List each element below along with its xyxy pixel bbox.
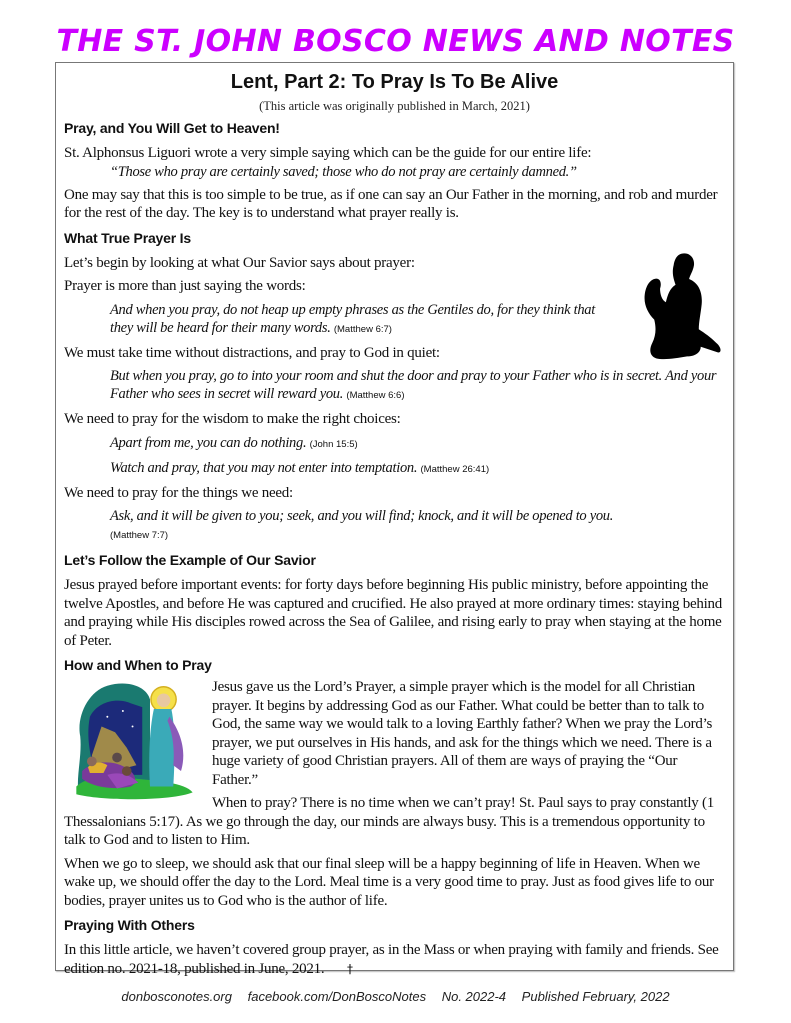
cross-end-mark-icon: † [346,961,354,976]
quote-text: Ask, and it will be given to you; seek, and you will find; knock, and it will be opened to you. [110,508,614,524]
scripture-quote [64,301,725,339]
paragraph-text: In this little article, we haven’t covered group prayer, as in the Mass or when praying with family and friends. See edition no. 2021-18, published in June, 2021. [64,942,719,977]
paragraph: We need to pray for the wisdom to make the right choices: [64,411,401,427]
paragraph: Let’s begin by looking at what Our Savior says about prayer: [64,254,415,271]
citation: (Matthew 7:7) [110,530,169,541]
jesus-in-garden-illustration-icon [68,678,200,804]
citation: (Matthew 6:6) [346,390,405,401]
footer-website-link[interactable]: donbosconotes.org [121,989,232,1004]
scripture-quote [64,507,725,545]
paragraph: We must take time without distractions, and pray to God in quiet: [64,344,440,361]
article-box [55,62,734,977]
footer-facebook-link[interactable]: facebook.com/DonBoscoNotes [247,989,427,1004]
paragraph: Jesus prayed before important events: for forty days before beginning His public ministry, before appointing the twelve Apostles, and before He was captured and crucified. He also prayed at more ordinary times: staying behind and praying while His disciples rowed across the Sea of Galilee, and rising early to pray when staying at the home of Peter. [64,577,723,649]
kneeling-person-silhouette-icon [631,249,723,367]
footer-issue-number: No. 2022-4 [441,989,507,1004]
citation: (John 15:5) [309,438,358,450]
paragraph: St. Alphonsus Liguori wrote a very simple saying which can be the guide for our entire life: [64,145,592,161]
quote: “Those who pray are certainly saved; those who do not pray are certainly damned.” [110,163,577,180]
quote-text: Apart from me, you can do nothing. [110,434,307,451]
footer [0,988,791,1006]
section-heading: What True Prayer Is [64,229,191,246]
footer-published-date: Published February, 2022 [521,989,670,1004]
paragraph: We need to pray for the things we need: [64,484,293,501]
scripture-quote [64,434,725,454]
section-heading: Praying With Others [64,917,195,933]
paragraph: When we go to sleep, we should ask that our final sleep will be a happy beginning of life in Heaven. When we wake up, we should offer the day to the Lord. Meal time is a very good time to pray. Just as food gives life to our bodies, prayer unites us to God who is the author of life. [64,855,714,909]
scripture-quote [64,367,725,405]
quote-text: But when you pray, go to into your room and shut the door and pray to your Father who is in secret. And your Father who sees in secret will reward you. [110,368,717,402]
paragraph [64,941,725,978]
quote-text: And when you pray, do not heap up empty phrases as the Gentiles do, for they think that they will be heard for their many words. [110,301,595,336]
citation: (Matthew 6:7) [333,323,392,335]
paragraph: Prayer is more than just saying the words: [64,278,306,294]
article-subtitle: (This article was originally published in March, 2021) [259,99,530,113]
section-heading: How and When to Pray [64,657,212,673]
quote-text: Watch and pray, that you may not enter into temptation. [110,459,418,476]
citation: (Matthew 26:41) [420,463,490,475]
article-content [64,118,725,978]
paragraph: When to pray? There is no time when we can’t pray! St. Paul says to pray constantly (1 Thessalonians 5:17). As we go through the day, our minds are always busy. This is a tremendous opportunity to talk to God and to listen to Him. [64,795,714,848]
paragraph: Jesus gave us the Lord’s Prayer, a simple prayer which is the model for all Christian prayer. It begins by addressing God as our Father. What could be better than to talk to God, the same way we would talk to a loving Earthly father? When we pray the Lord’s prayer, we put ourselves in His hands, and ask for the things which we need. There is a huge variety of good Christian prayers. All of them are ways of praying the “Our Father.” [212,679,713,788]
article-title: Lent, Part 2: To Pray Is To Be Alive [230,71,559,93]
paragraph: One may say that this is too simple to be true, as if one can say an Our Father in the morning, and rob and murder for the rest of the day. The key is to understand what prayer really is. [64,186,718,221]
section-heading: Pray, and You Will Get to Heaven! [64,120,280,136]
masthead-title: THE ST. JOHN BOSCO NEWS AND NOTES [56,24,735,59]
scripture-quote [64,459,725,479]
section-heading: Let’s Follow the Example of Our Savior [64,552,316,568]
